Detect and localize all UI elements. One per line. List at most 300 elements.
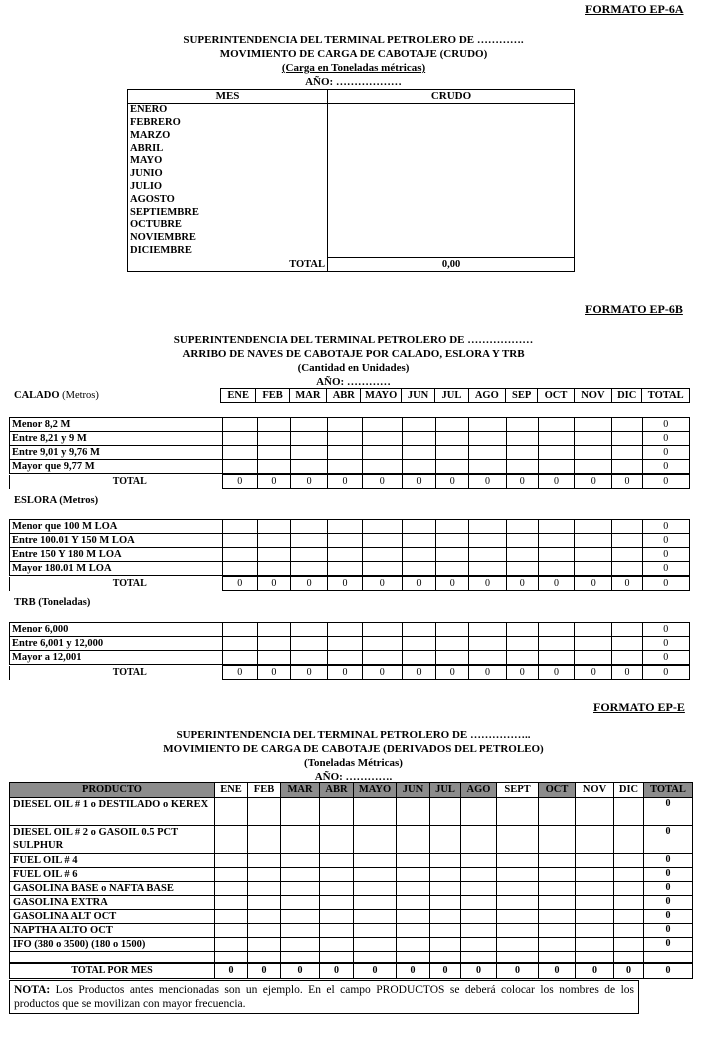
total-cell: 0 bbox=[575, 475, 612, 489]
value-cell bbox=[436, 534, 469, 548]
value-cell bbox=[362, 637, 402, 651]
value-cell bbox=[461, 938, 497, 952]
total-row bbox=[10, 577, 690, 591]
total-cell: 0 bbox=[436, 475, 469, 489]
value-cell bbox=[328, 446, 362, 460]
value-cell bbox=[328, 562, 362, 576]
value-cell bbox=[215, 938, 248, 952]
row-label: Mayor a 12,001 bbox=[10, 651, 223, 665]
month-header-cell: MAR bbox=[281, 783, 320, 798]
month-header-cell: FEB bbox=[248, 783, 281, 798]
total-cell: 0 bbox=[575, 577, 612, 591]
row-total-cell: 0 bbox=[644, 826, 693, 854]
month-header-cell: SEP bbox=[505, 389, 537, 403]
value-cell bbox=[575, 432, 612, 446]
month-row bbox=[128, 142, 575, 155]
row-total-cell: 0 bbox=[644, 910, 693, 924]
value-cell bbox=[539, 938, 576, 952]
title-ep6a-2: MOVIMIENTO DE CARGA DE CABOTAJE (CRUDO) bbox=[219, 48, 488, 60]
value-cell bbox=[614, 924, 644, 938]
empty-cell bbox=[10, 952, 215, 964]
value-cell bbox=[257, 562, 290, 576]
total-cell: 0 bbox=[497, 963, 539, 979]
value-cell bbox=[506, 548, 538, 562]
value-cell bbox=[614, 910, 644, 924]
product-row bbox=[10, 854, 693, 868]
row-total-cell: 0 bbox=[644, 896, 693, 910]
value-cell bbox=[497, 896, 539, 910]
value-cell bbox=[538, 446, 574, 460]
value-cell bbox=[222, 446, 257, 460]
value-cell bbox=[222, 418, 257, 432]
value-cell bbox=[402, 562, 435, 576]
calado-unit: (Metros) bbox=[59, 390, 99, 401]
total-cell: 0 bbox=[222, 666, 257, 680]
row-total-cell: 0 bbox=[642, 520, 689, 534]
value-cell bbox=[614, 868, 644, 882]
value-cell bbox=[576, 868, 614, 882]
value-cell bbox=[576, 910, 614, 924]
value-cell bbox=[539, 854, 576, 868]
value-cell bbox=[257, 432, 290, 446]
value-cell bbox=[215, 826, 248, 854]
total-cell: 0 bbox=[539, 963, 576, 979]
total-cell: 0 bbox=[222, 475, 257, 489]
year-ep6b: AÑO: ………… bbox=[316, 376, 391, 388]
total-cell: 0 bbox=[291, 475, 328, 489]
value-cell bbox=[436, 623, 469, 637]
value-cell bbox=[461, 896, 497, 910]
value-cell bbox=[539, 798, 576, 826]
value-cell bbox=[397, 924, 430, 938]
value-cell bbox=[612, 562, 642, 576]
total-cell: 0 bbox=[362, 475, 402, 489]
empty-cell bbox=[430, 952, 461, 964]
month-row bbox=[128, 129, 575, 142]
value-cell bbox=[328, 548, 362, 562]
month-label: SEPTIEMBRE bbox=[128, 206, 328, 219]
value-cell bbox=[328, 637, 362, 651]
row-total-cell: 0 bbox=[644, 854, 693, 868]
empty-cell bbox=[281, 952, 320, 964]
value-cell bbox=[257, 418, 290, 432]
value-cell bbox=[612, 446, 642, 460]
value-cell bbox=[222, 432, 257, 446]
total-cell: 0 bbox=[328, 666, 362, 680]
total-cell: 0 bbox=[248, 963, 281, 979]
crudo-cell bbox=[328, 219, 575, 232]
value-cell bbox=[397, 896, 430, 910]
month-row bbox=[128, 168, 575, 181]
calado-section-title bbox=[14, 390, 99, 401]
value-cell bbox=[354, 854, 397, 868]
subtitle-ep6b: (Cantidad en Unidades) bbox=[297, 362, 410, 374]
value-cell bbox=[538, 623, 574, 637]
product-label: GASOLINA EXTRA bbox=[10, 896, 215, 910]
row-total-cell: 0 bbox=[642, 460, 689, 474]
value-cell bbox=[362, 548, 402, 562]
product-label: GASOLINA ALT OCT bbox=[10, 910, 215, 924]
row-label: Menor 6,000 bbox=[10, 623, 223, 637]
month-row bbox=[128, 193, 575, 206]
value-cell bbox=[397, 882, 430, 896]
value-cell bbox=[362, 651, 402, 665]
value-cell bbox=[362, 432, 402, 446]
value-cell bbox=[397, 798, 430, 826]
value-cell bbox=[281, 868, 320, 882]
month-header-cell: ENE bbox=[215, 783, 248, 798]
value-cell bbox=[575, 548, 612, 562]
value-cell bbox=[538, 418, 574, 432]
total-grid bbox=[9, 576, 690, 591]
value-cell bbox=[402, 432, 435, 446]
value-cell bbox=[215, 868, 248, 882]
value-cell bbox=[291, 651, 328, 665]
value-cell bbox=[430, 938, 461, 952]
value-cell bbox=[436, 432, 469, 446]
value-cell bbox=[436, 446, 469, 460]
value-cell bbox=[291, 548, 328, 562]
total-label: TOTAL POR MES bbox=[10, 963, 215, 979]
value-cell bbox=[430, 826, 461, 854]
value-cell bbox=[402, 520, 435, 534]
value-cell bbox=[575, 520, 612, 534]
row-total-cell: 0 bbox=[642, 637, 689, 651]
row-total-cell: 0 bbox=[642, 562, 689, 576]
value-cell bbox=[469, 460, 506, 474]
data-row bbox=[10, 446, 690, 460]
value-cell bbox=[497, 882, 539, 896]
month-row bbox=[128, 155, 575, 168]
value-cell bbox=[222, 460, 257, 474]
value-cell bbox=[257, 520, 290, 534]
value-cell bbox=[575, 534, 612, 548]
header-row bbox=[10, 783, 693, 798]
value-cell bbox=[257, 637, 290, 651]
month-header-cell: OCT bbox=[539, 783, 576, 798]
total-label-ep6a: TOTAL bbox=[128, 258, 328, 272]
month-label: NOVIEMBRE bbox=[128, 232, 328, 245]
empty-cell bbox=[354, 952, 397, 964]
value-cell bbox=[248, 924, 281, 938]
month-header-cell: TOTAL bbox=[644, 783, 693, 798]
value-cell bbox=[506, 520, 538, 534]
row-total-cell: 0 bbox=[644, 868, 693, 882]
empty-cell bbox=[215, 952, 248, 964]
value-cell bbox=[257, 534, 290, 548]
value-cell bbox=[436, 637, 469, 651]
title-epe-1: SUPERINTENDENCIA DEL TERMINAL PETROLERO DE …………….. bbox=[176, 729, 531, 741]
total-cell: 0 bbox=[281, 963, 320, 979]
value-cell bbox=[281, 826, 320, 854]
row-label: Menor que 100 M LOA bbox=[10, 520, 223, 534]
value-cell bbox=[575, 446, 612, 460]
data-row bbox=[10, 432, 690, 446]
value-cell bbox=[291, 623, 328, 637]
month-row bbox=[128, 219, 575, 232]
empty-cell bbox=[397, 952, 430, 964]
total-cell: 0 bbox=[215, 963, 248, 979]
value-cell bbox=[281, 854, 320, 868]
total-cell: 0 bbox=[538, 475, 574, 489]
value-cell bbox=[506, 623, 538, 637]
value-cell bbox=[612, 418, 642, 432]
value-cell bbox=[354, 896, 397, 910]
value-cell bbox=[320, 910, 354, 924]
value-cell bbox=[576, 882, 614, 896]
value-cell bbox=[402, 548, 435, 562]
title-ep6b-1: SUPERINTENDENCIA DEL TERMINAL PETROLERO DE ……………… bbox=[173, 334, 534, 346]
total-cell: 0 bbox=[644, 963, 693, 979]
value-cell bbox=[281, 910, 320, 924]
value-cell bbox=[539, 826, 576, 854]
total-cell: 0 bbox=[354, 963, 397, 979]
value-cell bbox=[362, 446, 402, 460]
header-ep6a bbox=[0, 33, 707, 89]
product-row bbox=[10, 938, 693, 952]
month-header-cell: JUL bbox=[430, 783, 461, 798]
value-cell bbox=[320, 938, 354, 952]
value-cell bbox=[257, 623, 290, 637]
value-cell bbox=[436, 548, 469, 562]
value-cell bbox=[612, 623, 642, 637]
value-cell bbox=[430, 924, 461, 938]
empty-cell bbox=[576, 952, 614, 964]
value-cell bbox=[436, 520, 469, 534]
trb-title: TRB (Toneladas) bbox=[14, 597, 91, 608]
col-header-crudo: CRUDO bbox=[328, 90, 575, 104]
value-cell bbox=[538, 651, 574, 665]
value-cell bbox=[328, 460, 362, 474]
row-label: Entre 9,01 y 9,76 M bbox=[10, 446, 223, 460]
eslora-title: ESLORA (Metros) bbox=[14, 495, 99, 506]
value-cell bbox=[320, 882, 354, 896]
data-grid bbox=[9, 519, 690, 576]
total-row bbox=[10, 963, 693, 979]
value-cell bbox=[328, 520, 362, 534]
value-cell bbox=[397, 826, 430, 854]
year-epe: AÑO: …………. bbox=[314, 771, 393, 783]
crudo-cell bbox=[328, 245, 575, 258]
value-cell bbox=[538, 548, 574, 562]
value-cell bbox=[362, 534, 402, 548]
value-cell bbox=[612, 534, 642, 548]
value-cell bbox=[291, 520, 328, 534]
month-label: ENERO bbox=[128, 103, 328, 116]
value-cell bbox=[402, 460, 435, 474]
value-cell bbox=[222, 651, 257, 665]
value-cell bbox=[539, 896, 576, 910]
crudo-cell bbox=[328, 181, 575, 194]
product-label: DIESEL OIL # 1 o DESTILADO o KEREX bbox=[10, 798, 215, 826]
title-ep6b-2: ARRIBO DE NAVES DE CABOTAJE POR CALADO, ESLORA Y TRB bbox=[182, 348, 525, 360]
month-label: MAYO bbox=[128, 155, 328, 168]
crudo-cell bbox=[328, 117, 575, 130]
value-cell bbox=[538, 562, 574, 576]
value-cell bbox=[575, 651, 612, 665]
value-cell bbox=[222, 548, 257, 562]
row-total-cell: 0 bbox=[642, 548, 689, 562]
col-header-producto: PRODUCTO bbox=[10, 783, 215, 798]
value-cell bbox=[612, 460, 642, 474]
data-row bbox=[10, 460, 690, 474]
crudo-cell bbox=[328, 129, 575, 142]
product-row bbox=[10, 826, 693, 854]
subtitle-ep6a: (Carga en Toneladas métricas) bbox=[281, 62, 426, 74]
month-header-cell: JUN bbox=[397, 783, 430, 798]
row-total-cell: 0 bbox=[644, 798, 693, 826]
value-cell bbox=[461, 882, 497, 896]
month-header-cell: ENE bbox=[221, 389, 256, 403]
value-cell bbox=[575, 623, 612, 637]
value-cell bbox=[248, 910, 281, 924]
value-cell bbox=[430, 910, 461, 924]
row-label: Menor 8,2 M bbox=[10, 418, 223, 432]
month-label: FEBRERO bbox=[128, 117, 328, 130]
value-cell bbox=[539, 910, 576, 924]
value-cell bbox=[291, 418, 328, 432]
product-row bbox=[10, 798, 693, 826]
value-cell bbox=[461, 854, 497, 868]
value-cell bbox=[461, 826, 497, 854]
value-cell bbox=[281, 938, 320, 952]
value-cell bbox=[362, 520, 402, 534]
value-cell bbox=[362, 562, 402, 576]
empty-cell bbox=[539, 952, 576, 964]
data-row bbox=[10, 651, 690, 665]
value-cell bbox=[506, 460, 538, 474]
value-cell bbox=[612, 432, 642, 446]
total-cell: 0 bbox=[469, 666, 506, 680]
row-total-cell: 0 bbox=[642, 534, 689, 548]
value-cell bbox=[506, 651, 538, 665]
value-cell bbox=[354, 882, 397, 896]
total-label: TOTAL bbox=[112, 666, 147, 678]
total-value-ep6a: 0,00 bbox=[328, 258, 575, 272]
value-cell bbox=[436, 460, 469, 474]
value-cell bbox=[614, 826, 644, 854]
value-cell bbox=[576, 854, 614, 868]
value-cell bbox=[257, 548, 290, 562]
total-cell: 0 bbox=[402, 475, 435, 489]
format-label-ep6a: FORMATO EP-6A bbox=[585, 2, 684, 16]
value-cell bbox=[469, 562, 506, 576]
value-cell bbox=[506, 562, 538, 576]
total-cell: 0 bbox=[402, 666, 435, 680]
value-cell bbox=[248, 826, 281, 854]
value-cell bbox=[497, 910, 539, 924]
value-cell bbox=[436, 562, 469, 576]
value-cell bbox=[320, 798, 354, 826]
total-cell: 0 bbox=[397, 963, 430, 979]
value-cell bbox=[576, 924, 614, 938]
value-cell bbox=[281, 882, 320, 896]
month-header-ep6b bbox=[220, 388, 690, 403]
month-row bbox=[128, 103, 575, 116]
month-row bbox=[128, 206, 575, 219]
value-cell bbox=[538, 460, 574, 474]
value-cell bbox=[402, 623, 435, 637]
value-cell bbox=[469, 418, 506, 432]
value-cell bbox=[257, 651, 290, 665]
value-cell bbox=[612, 548, 642, 562]
value-cell bbox=[506, 432, 538, 446]
value-cell bbox=[354, 924, 397, 938]
value-cell bbox=[222, 562, 257, 576]
value-cell bbox=[461, 798, 497, 826]
month-label: DICIEMBRE bbox=[128, 245, 328, 258]
value-cell bbox=[575, 562, 612, 576]
month-header-cell: OCT bbox=[538, 389, 574, 403]
value-cell bbox=[291, 432, 328, 446]
value-cell bbox=[291, 562, 328, 576]
value-cell bbox=[362, 418, 402, 432]
product-label: DIESEL OIL # 2 o GASOIL 0.5 PCT SULPHUR bbox=[10, 826, 215, 854]
product-label: GASOLINA BASE o NAFTA BASE bbox=[10, 882, 215, 896]
value-cell bbox=[576, 798, 614, 826]
value-cell bbox=[215, 910, 248, 924]
value-cell bbox=[497, 826, 539, 854]
value-cell bbox=[354, 910, 397, 924]
month-header-cell: ABR bbox=[327, 389, 361, 403]
data-row bbox=[10, 637, 690, 651]
value-cell bbox=[430, 882, 461, 896]
header-ep6b bbox=[0, 333, 707, 389]
value-cell bbox=[576, 938, 614, 952]
value-cell bbox=[320, 896, 354, 910]
data-grid bbox=[9, 622, 690, 665]
product-label: FUEL OIL # 6 bbox=[10, 868, 215, 882]
value-cell bbox=[320, 826, 354, 854]
value-cell bbox=[222, 520, 257, 534]
total-cell: 0 bbox=[320, 963, 354, 979]
row-total-cell: 0 bbox=[644, 924, 693, 938]
value-cell bbox=[539, 868, 576, 882]
subtitle-epe: (Toneladas Métricas) bbox=[304, 757, 403, 769]
value-cell bbox=[614, 896, 644, 910]
crudo-cell bbox=[328, 142, 575, 155]
total-cell: 0 bbox=[436, 577, 469, 591]
data-grid bbox=[9, 417, 690, 474]
data-row bbox=[10, 562, 690, 576]
spacer-row bbox=[10, 952, 693, 964]
month-label: JULIO bbox=[128, 181, 328, 194]
value-cell bbox=[222, 623, 257, 637]
value-cell bbox=[215, 854, 248, 868]
total-cell: 0 bbox=[575, 666, 612, 680]
value-cell bbox=[461, 910, 497, 924]
total-cell: 0 bbox=[612, 475, 642, 489]
total-cell: 0 bbox=[430, 963, 461, 979]
row-total-cell: 0 bbox=[644, 882, 693, 896]
calado-title: CALADO bbox=[14, 390, 60, 401]
row-total-cell: 0 bbox=[642, 432, 689, 446]
total-grid bbox=[9, 665, 690, 680]
value-cell bbox=[248, 896, 281, 910]
value-cell bbox=[538, 520, 574, 534]
value-cell bbox=[538, 432, 574, 446]
total-cell: 0 bbox=[469, 577, 506, 591]
value-cell bbox=[402, 651, 435, 665]
total-cell: 0 bbox=[506, 577, 538, 591]
value-cell bbox=[612, 651, 642, 665]
value-cell bbox=[430, 868, 461, 882]
value-cell bbox=[497, 938, 539, 952]
value-cell bbox=[320, 924, 354, 938]
value-cell bbox=[215, 896, 248, 910]
month-header-cell: NOV bbox=[576, 783, 614, 798]
empty-cell bbox=[320, 952, 354, 964]
